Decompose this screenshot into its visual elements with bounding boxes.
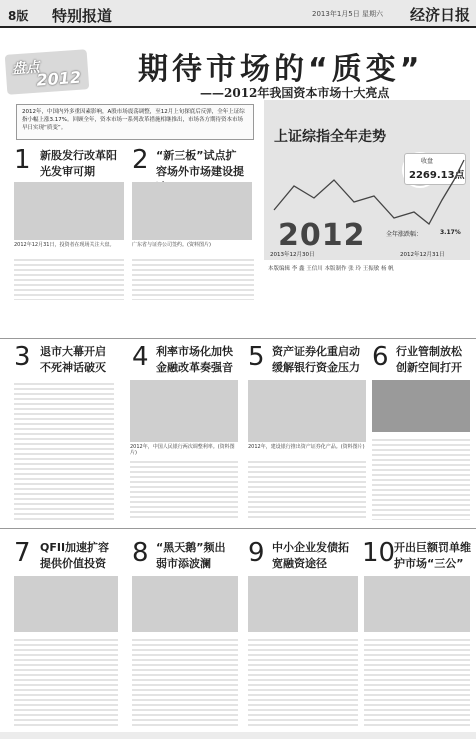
item-photo (132, 576, 238, 632)
intro-paragraph: 2012年，中国内外多重因素影响，A股市场震荡调整，至12月上旬探底后反弹，全年上证综指小幅上涨3.17%。回顾全年，资本市场一系列改革措施相继推出，市场各方期待资本市场早日实现“质变”。 (16, 104, 254, 140)
item-photo (248, 380, 366, 442)
item-caption: 2012年，中国人民银行两次调整利率。(资料图片) (130, 444, 235, 456)
item-title: 利率市场化加快金融改革奏强音 (156, 345, 233, 374)
item-body (14, 380, 114, 520)
closing-value: 2269.13点 (409, 170, 465, 181)
item-title: 中小企业发债拓宽融资途径 (272, 541, 349, 570)
item-title: 开出巨额罚单维护市场“三公” (394, 541, 471, 570)
item-title: 行业管制放松创新空间打开 (396, 345, 462, 374)
item-body (248, 636, 358, 728)
closing-label: 收盘 (421, 158, 434, 165)
chart-start-date: 2013年12月30日 (270, 252, 315, 258)
page-number: 8版 (8, 9, 29, 23)
item-title: 资产证券化重启动缓解银行资金压力 (272, 345, 360, 374)
item-number: 3 (14, 342, 31, 372)
item-body (14, 636, 118, 728)
item-title: QFII加速扩容提供价值投资 (40, 541, 110, 570)
top-bar (0, 0, 476, 28)
item-caption: 2012年12月31日，投资者在现场关注大盘。 (14, 242, 115, 248)
badge-line1: 盘点 (11, 59, 41, 78)
item-title: “新三板”试点扩容场外市场建设提 (156, 149, 244, 178)
item-number: 6 (372, 342, 389, 372)
item-number: 1 (14, 145, 31, 175)
item-photo (130, 380, 238, 442)
item-body (248, 458, 366, 520)
newspaper-name: 经济日报 (410, 6, 471, 24)
item-photo (364, 576, 470, 632)
item-number: 7 (14, 538, 31, 568)
item-photo (14, 182, 124, 240)
year-badge (5, 49, 90, 95)
item-title: “黑天鹅”频出弱市添波澜 (156, 541, 226, 570)
item-number: 4 (132, 342, 149, 372)
item-number: 10 (362, 538, 396, 568)
item-number: 9 (248, 538, 265, 568)
index-chart (264, 100, 470, 260)
chart-year: 2012 (278, 218, 366, 253)
chart-end-date: 2012年12月31日 (400, 252, 445, 258)
item-body (132, 256, 254, 300)
item-caption: 2012年，建设银行推出资产证券化产品。(资料图片) (248, 444, 365, 450)
subheadline: ——2012年我国资本市场十大亮点 (200, 86, 390, 100)
item-body (372, 436, 470, 520)
item-title: 新股发行改革阳光发审可期 (40, 149, 117, 178)
item-title: 退市大幕开启不死神话破灭 (40, 345, 106, 374)
change-value: 3.17% (440, 229, 461, 236)
item-body (364, 636, 470, 728)
item-photo (372, 380, 470, 432)
chart-title: 上证综指全年走势 (274, 129, 386, 145)
issue-date: 2013年1月5日 星期六 (312, 10, 383, 18)
divider (0, 528, 476, 529)
item-number: 5 (248, 342, 265, 372)
badge-line2: 2012 (35, 67, 82, 90)
item-photo (248, 576, 358, 632)
item-body (132, 636, 238, 728)
headline: 期待市场的“质变” (138, 52, 424, 87)
divider (0, 338, 476, 339)
item-body (130, 458, 238, 520)
change-label: 全年涨跌幅： (386, 231, 423, 238)
footer-bar (0, 732, 476, 739)
item-number: 8 (132, 538, 149, 568)
item-body (14, 256, 124, 300)
item-number: 2 (132, 145, 149, 175)
item-photo (132, 182, 252, 240)
editor-credits: 本版编辑 李 鑫 王信川 本版制作 张 玲 王振敏 杨 帆 (268, 266, 394, 272)
item-caption: 广东省与证券公司签约。(资料图片) (132, 242, 211, 248)
item-photo (14, 576, 118, 632)
section-title: 特别报道 (52, 7, 113, 25)
